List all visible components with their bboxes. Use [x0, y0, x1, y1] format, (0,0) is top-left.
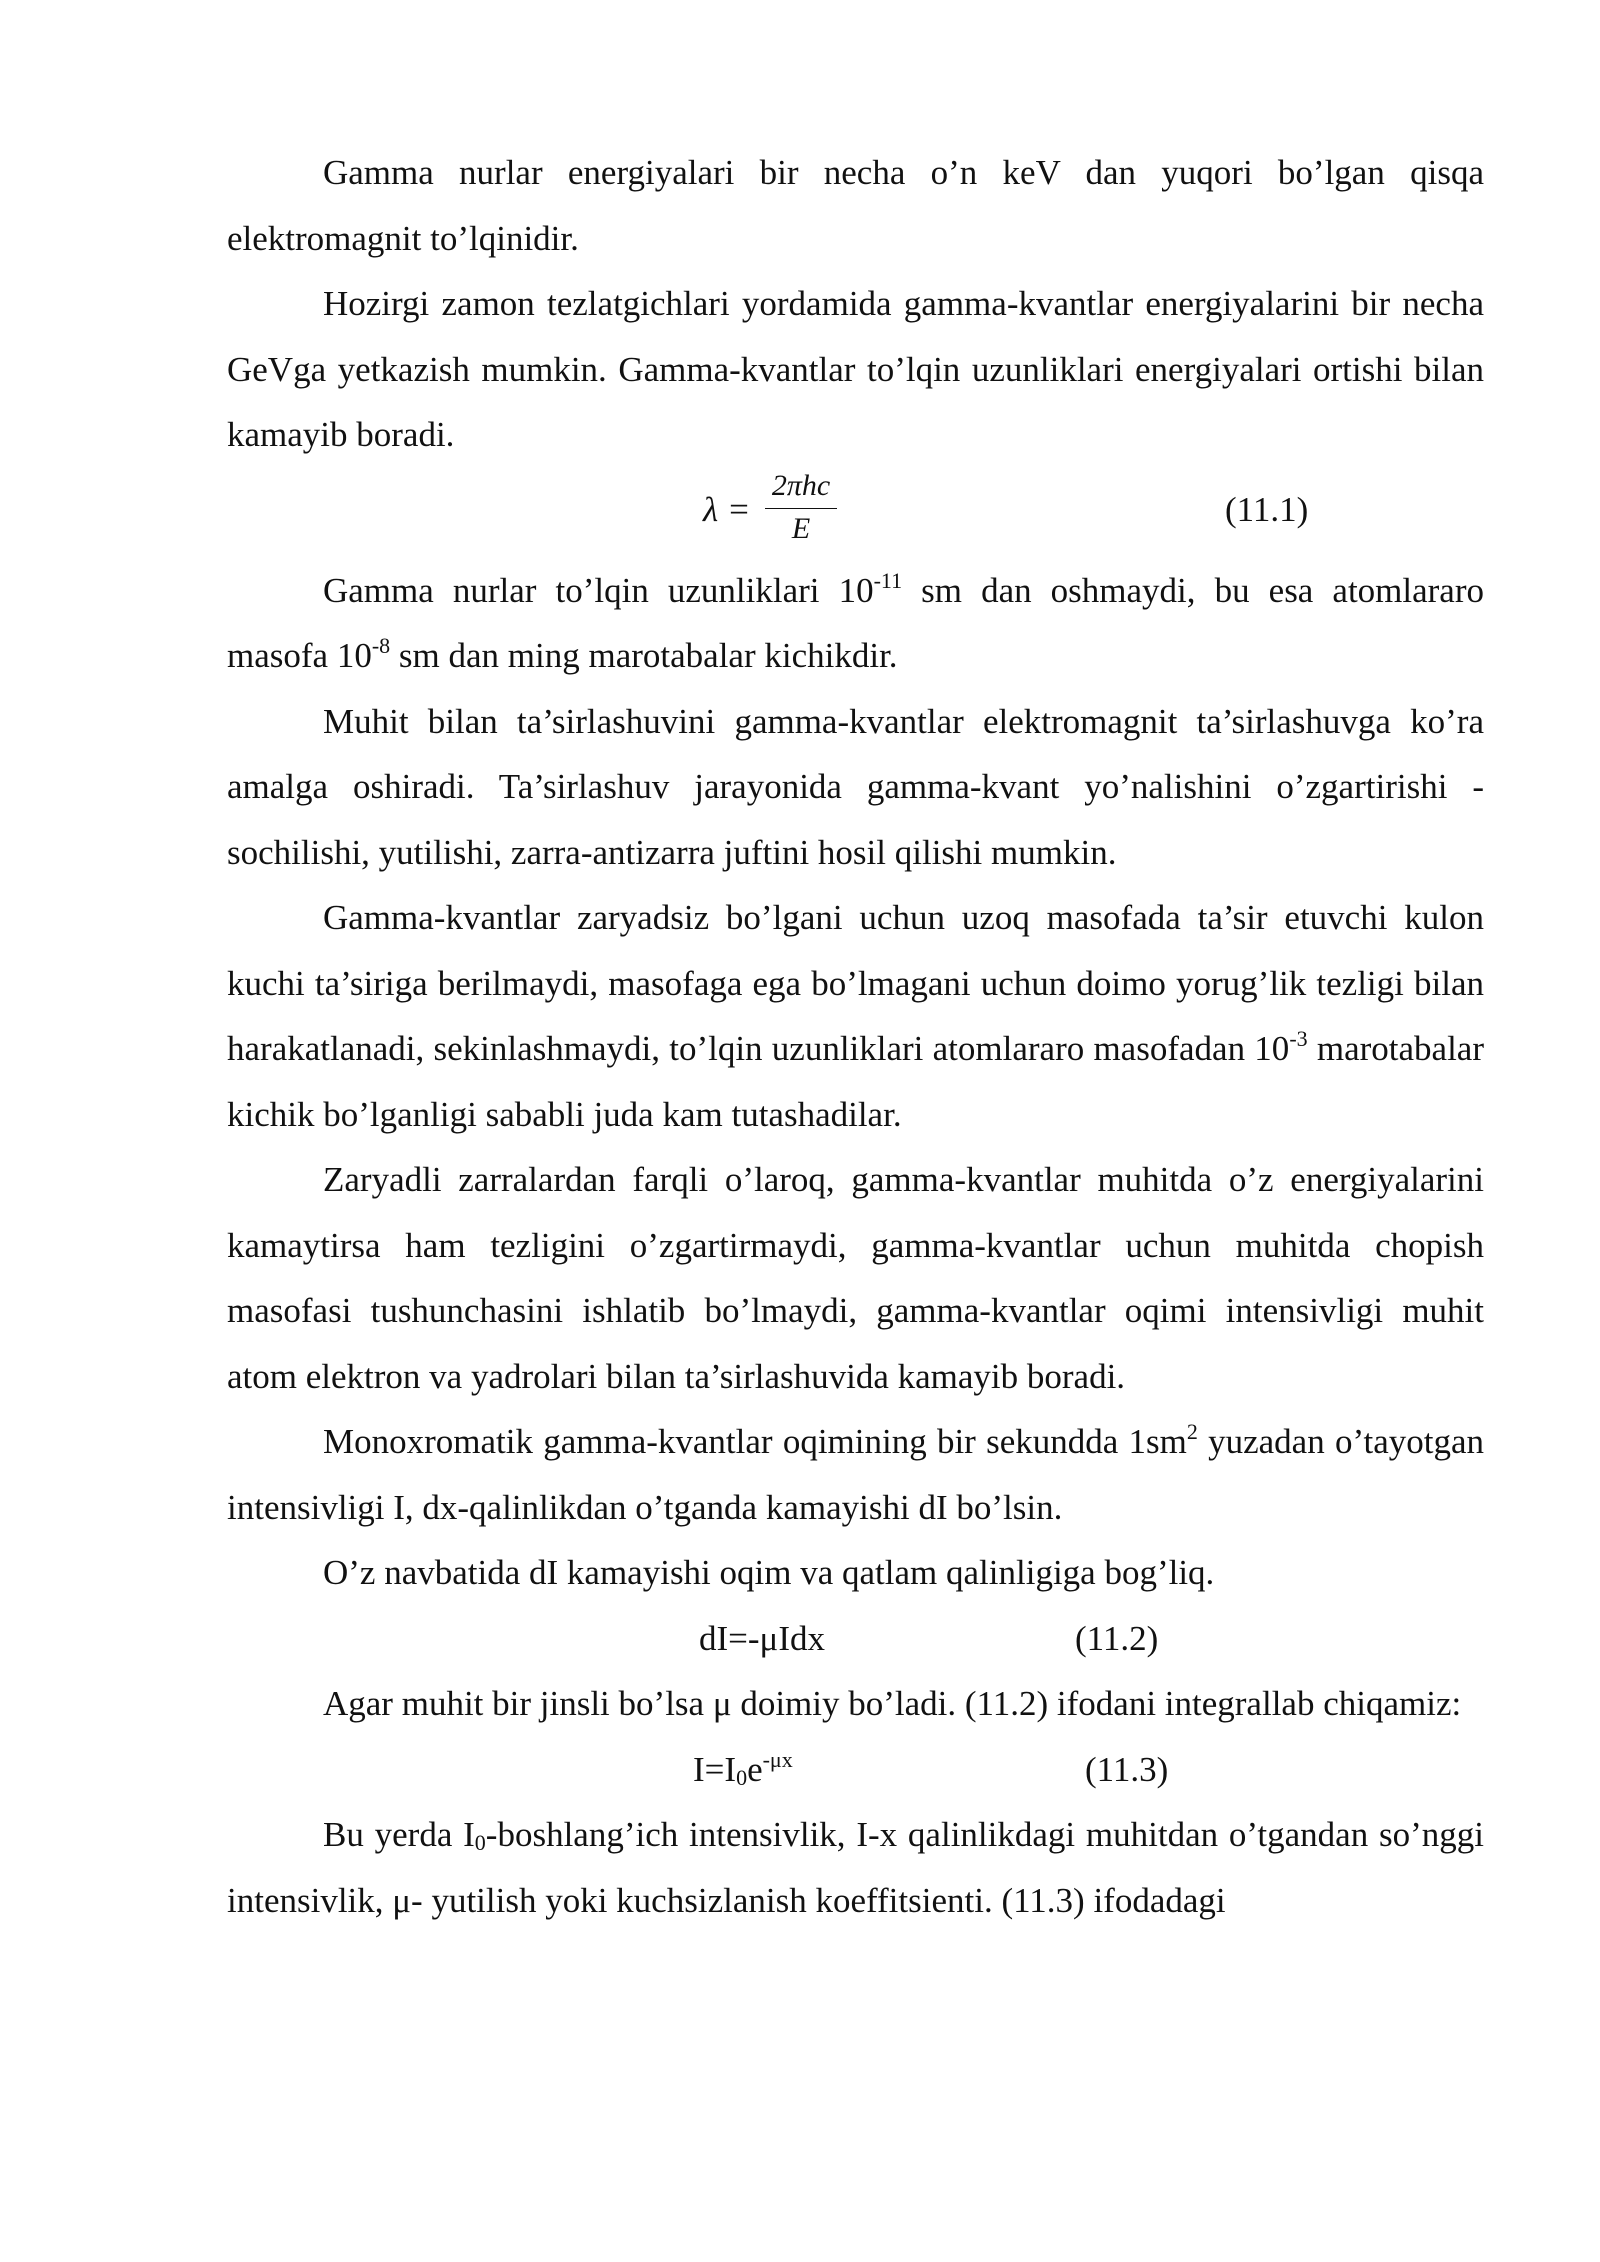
equation-expression: $I=I_0e^{-\mu x}$	[693, 1746, 793, 1790]
equation-number: (11.3)	[1085, 1749, 1169, 1789]
document-body	[227, 140, 1484, 1933]
equation-number: (11.1)	[1225, 489, 1309, 529]
fraction-numerator: 2πhc	[771, 468, 831, 502]
equation-number: (11.2)	[1075, 1618, 1159, 1658]
paragraph-3: Gamma nurlar to’lqin uzunliklari $10^{-11}$ sm dan oshmaydi, bu esa atomlararo masofa $10^{-8}$ sm dan ming marotabalar kichikdir.	[227, 567, 1484, 675]
paragraph-4: Muhit bilan ta’sirlashuvini gamma-kvantlar elektromagnit ta’sirlashuvga ko’ra amalga oshiradi. Ta’sirlashuv jarayonida gamma-kvant yo’nalishini o’zgartirishi - sochilishi, yutilishi, zarra-antizarra juftini hosil qilishi mumkin.	[227, 701, 1484, 872]
paragraph-7: Monoxromatik gamma-kvantlar oqimining bir sekundda $1sm^2$ yuzadan o’tayotgan intensivligi I, dx-qalinlikdan o’tganda kamayishi dI bo’lsin.	[227, 1419, 1484, 1527]
equation-11-3	[227, 1737, 1484, 1803]
equation-11-1	[227, 468, 1484, 558]
equation-lhs: λ =	[703, 489, 751, 529]
paragraph-10: Bu yerda $I_0-boshlang’ich$ intensivlik, I-x qalinlikdagi muhitdan o’tgandan so’nggi intensivlik, μ- yutilish yoki kuchsizlanish koeffitsienti. (11.3) ifodadagi	[227, 1815, 1484, 1920]
paragraph-8: O’z navbatida dI kamayishi oqim va qatlam qalinligiga bog’liq.	[323, 1553, 1215, 1592]
paragraph-2: Hozirgi zamon tezlatgichlari yordamida gamma-kvantlar energiyalarini bir necha GeVga yetkazish mumkin. Gamma-kvantlar to’lqin uzunliklari energiyalari ortishi bilan kamayib boradi.	[227, 284, 1484, 454]
equation-11-2	[227, 1606, 1484, 1672]
paragraph-5: Gamma-kvantlar zaryadsiz bo’lgani uchun uzoq masofada ta’sir etuvchi kulon kuchi ta’siriga berilmaydi, masofaga ega bo’lmagani uchun doimo yorug’lik tezligi bilan harakatlanadi, sekinlashmaydi, to’lqin uzunliklari atomlararo masofadan $10^{-3}$ marotabalar kichik bo’lganligi sababli juda kam tutashadilar.	[227, 898, 1484, 1134]
paragraph-6: Zaryadli zarralardan farqli o’laroq, gamma-kvantlar muhitda o’z energiyalarini kamaytirsa ham tezligini o’zgartirmaydi, gamma-kvantlar uchun muhitda chopish masofasi tushunchasini ishlatib bo’lmaydi, gamma-kvantlar oqimi intensivligi muhit atom elektron va yadrolari bilan ta’sirlashuvida kamayib boradi.	[227, 1160, 1484, 1396]
paragraph-9: Agar muhit bir jinsli bo’lsa μ doimiy bo’ladi. (11.2) ifodani integrallab chiqamiz:	[323, 1684, 1462, 1723]
equation-expression: dI=-μIdx	[699, 1618, 825, 1658]
paragraph-1: Gamma nurlar energiyalari bir necha o’n keV dan yuqori bo’lgan qisqa elektromagnit to’lqinidir.	[227, 153, 1484, 258]
fraction-denominator: E	[791, 511, 811, 545]
fraction	[765, 466, 837, 549]
